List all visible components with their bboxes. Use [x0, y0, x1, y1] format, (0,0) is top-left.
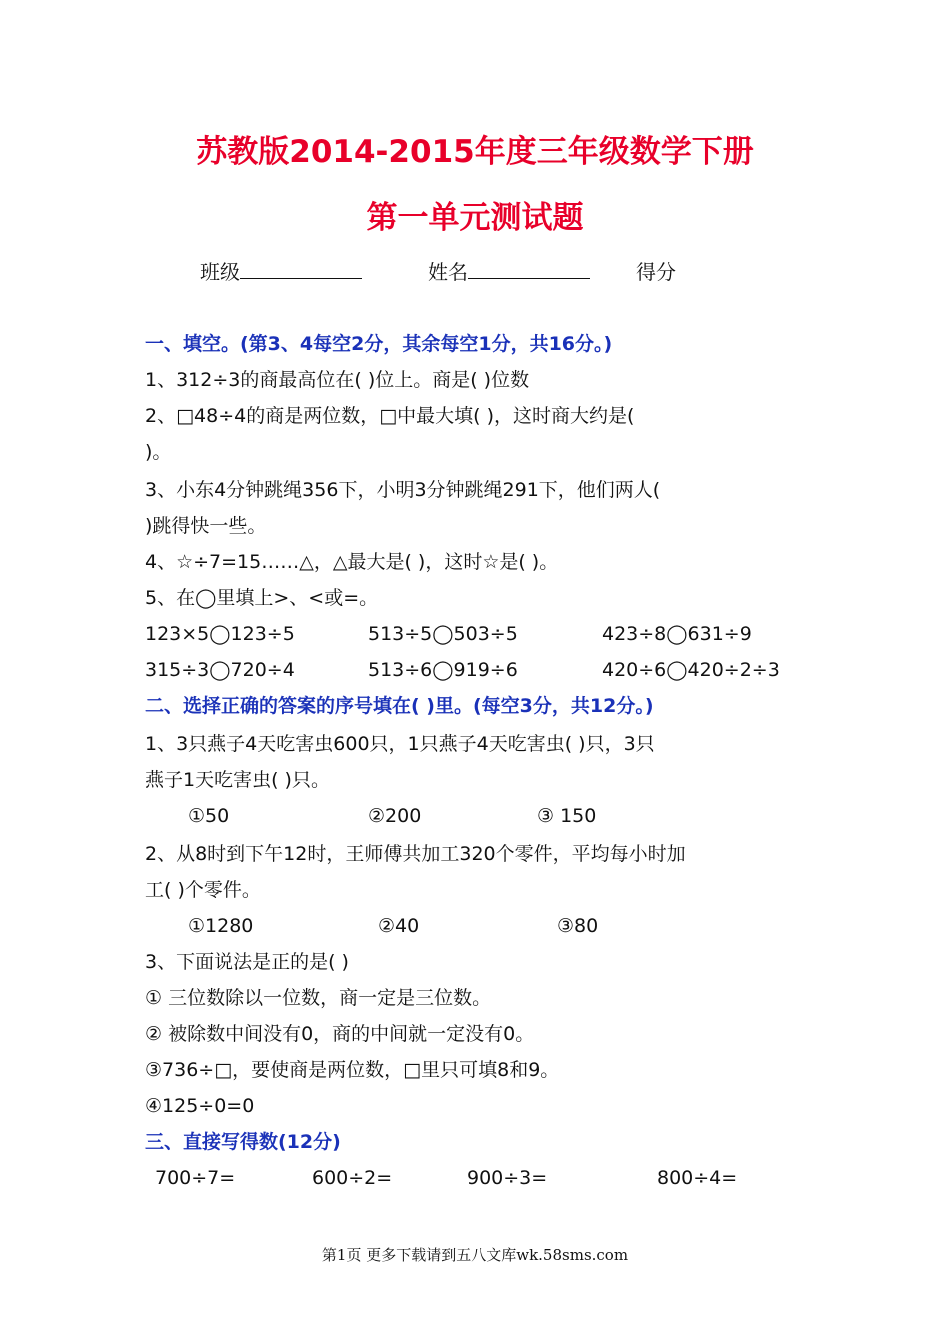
compare-item: 423÷8◯631÷9 — [602, 623, 752, 645]
student-info-row — [200, 256, 676, 287]
section-3-heading: 三、直接写得数(12分) — [145, 1131, 341, 1153]
class-blank[interactable] — [240, 256, 362, 279]
option: ①1280 — [188, 915, 254, 937]
question-line: 3、下面说法是正的是( ) — [145, 951, 349, 973]
question-line: 1、3只燕子4天吃害虫600只，1只燕子4天吃害虫( )只，3只 — [145, 733, 655, 755]
calc-item: 800÷4= — [657, 1167, 738, 1189]
option: ③80 — [557, 915, 599, 937]
question-line: ① 三位数除以一位数，商一定是三位数。 — [145, 987, 492, 1009]
option: ②40 — [378, 915, 420, 937]
exam-subtitle: 第一单元测试题 — [366, 200, 584, 236]
question-line: ② 被除数中间没有0，商的中间就一定没有0。 — [145, 1023, 535, 1045]
question-line: ④125÷0=0 — [145, 1095, 255, 1117]
name-blank[interactable] — [468, 256, 590, 279]
score-label: 得分 — [636, 260, 676, 284]
section-1-heading: 一、填空。(第3、4每空2分，其余每空1分，共16分。) — [145, 333, 613, 355]
page-footer: 第1页 更多下载请到五八文库wk.58sms.com — [321, 1246, 629, 1264]
question-line: 2、□48÷4的商是两位数，□中最大填( )，这时商大约是( — [145, 405, 635, 427]
question-line: 3、小东4分钟跳绳356下，小明3分钟跳绳291下，他们两人( — [145, 479, 661, 501]
option: ②200 — [368, 805, 422, 827]
question-line: 1、312÷3的商最高位在( )位上。商是( )位数 — [145, 369, 530, 391]
question-line: 2、从8时到下午12时，王师傅共加工320个零件，平均每小时加 — [145, 843, 686, 865]
calc-item: 900÷3= — [467, 1167, 548, 1189]
question-line: 5、在◯里填上>、<或=。 — [145, 587, 379, 609]
question-line: 工( )个零件。 — [145, 879, 261, 901]
compare-item: 315÷3◯720÷4 — [145, 659, 295, 681]
calc-item: 700÷7= — [155, 1167, 236, 1189]
exam-title: 苏教版2014-2015年度三年级数学下册 — [196, 134, 754, 170]
name-label: 姓名 — [428, 260, 468, 284]
question-line: ③736÷□，要使商是两位数，□里只可填8和9。 — [145, 1059, 560, 1081]
compare-item: 513÷5◯503÷5 — [368, 623, 518, 645]
calc-item: 600÷2= — [312, 1167, 393, 1189]
question-line: 4、☆÷7=15……△，△最大是( )，这时☆是( )。 — [145, 551, 559, 573]
option: ③ 150 — [537, 805, 597, 827]
compare-item: 513÷6◯919÷6 — [368, 659, 518, 681]
compare-item: 420÷6◯420÷2÷3 — [602, 659, 780, 681]
compare-item: 123×5◯123÷5 — [145, 623, 295, 645]
question-line: )跳得快一些。 — [145, 515, 267, 537]
class-label: 班级 — [200, 260, 240, 284]
question-line: 燕子1天吃害虫( )只。 — [145, 769, 330, 791]
question-line: )。 — [145, 441, 172, 463]
section-2-heading: 二、选择正确的答案的序号填在( )里。(每空3分，共12分。) — [145, 695, 654, 717]
option: ①50 — [188, 805, 230, 827]
